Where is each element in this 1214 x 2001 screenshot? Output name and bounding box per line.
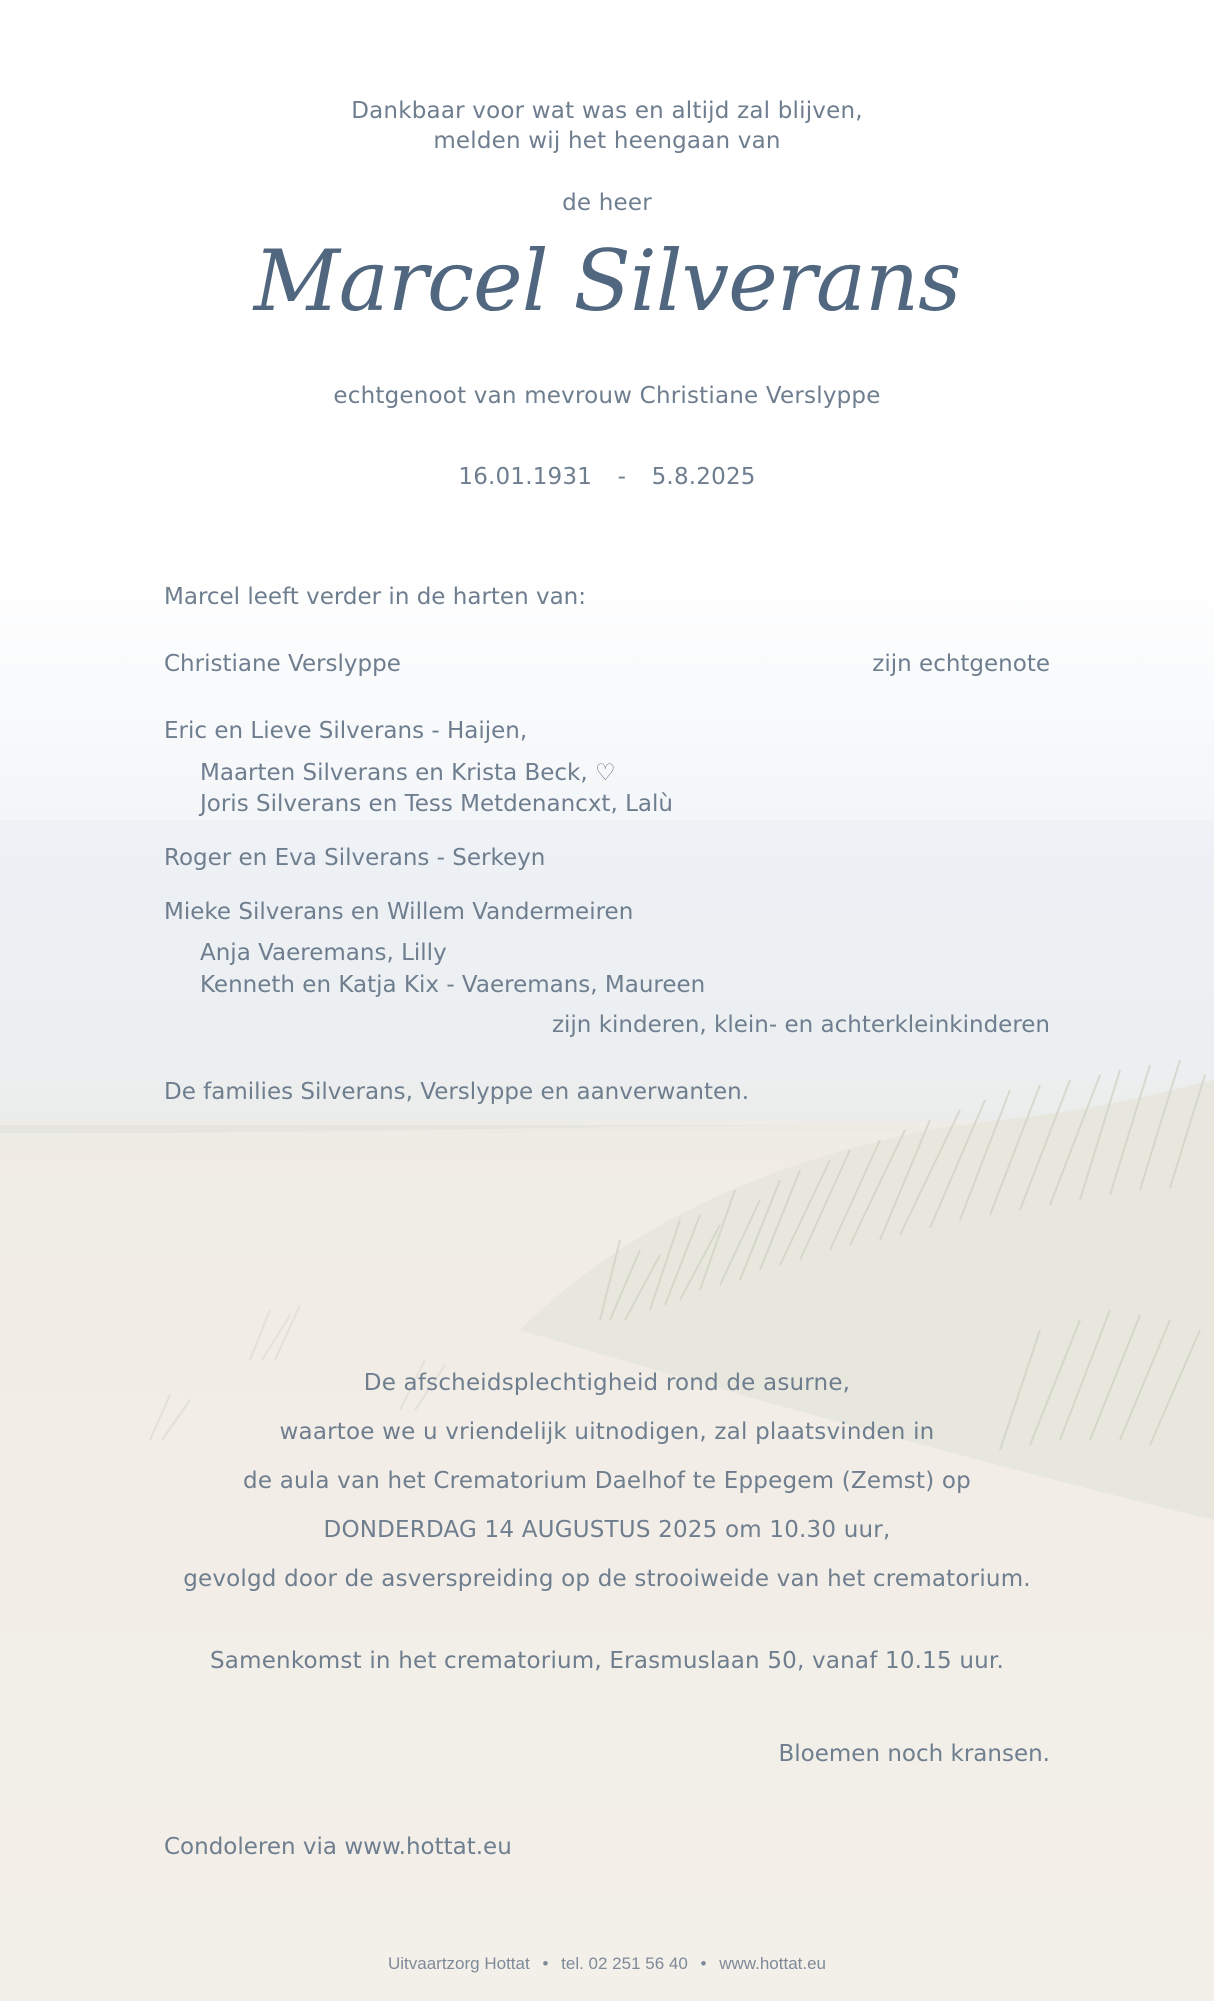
date-separator: -	[617, 464, 627, 490]
extended-families: De families Silverans, Verslyppe en aanverwanten.	[164, 1079, 750, 1105]
footer	[0, 1954, 1214, 1974]
child-3: Mieke Silverans en Willem Vandermeiren	[164, 899, 634, 925]
intro-line-2: melden wij het heengaan van	[433, 128, 781, 154]
child-1: Eric en Lieve Silverans - Haijen,	[164, 718, 528, 744]
grandchild-1: Maarten Silverans en Krista Beck, ♡	[200, 760, 616, 786]
ceremony-line-5: gevolgd door de asverspreiding op de strooiweide van het crematorium.	[183, 1566, 1031, 1592]
death-date: 5.8.2025	[651, 464, 756, 490]
ceremony-line-1: De afscheidsplechtigheid rond de asurne,	[363, 1370, 851, 1396]
footer-website[interactable]: www.hottat.eu	[719, 1954, 827, 1973]
grandchild-4: Kenneth en Katja Kix - Vaeremans, Maureen	[200, 972, 706, 998]
spouse-line: echtgenoot van mevrouw Christiane Verslyppe	[333, 383, 881, 409]
grandchild-3: Anja Vaeremans, Lilly	[200, 940, 447, 966]
spouse-name: Christiane Verslyppe	[164, 651, 401, 677]
footer-phone[interactable]: tel. 02 251 56 40	[561, 1954, 688, 1973]
grandchild-2: Joris Silverans en Tess Metdenancxt, Lalù	[200, 791, 673, 817]
life-dates	[0, 464, 1214, 490]
honorific: de heer	[562, 190, 652, 216]
birth-date: 16.01.1931	[458, 464, 593, 490]
funeral-home-name: Uitvaartzorg Hottat	[387, 1954, 530, 1973]
footer-bullet-1: •	[542, 1954, 549, 1973]
intro-line-1: Dankbaar voor wat was en altijd zal blijven,	[351, 98, 863, 124]
ceremony-line-4: DONDERDAG 14 AUGUSTUS 2025 om 10.30 uur,	[323, 1517, 891, 1543]
condolences-link[interactable]: Condoleren via www.hottat.eu	[164, 1834, 512, 1860]
family-heading: Marcel leeft verder in de harten van:	[164, 584, 586, 610]
spouse-role: zijn echtgenote	[872, 651, 1050, 677]
ceremony-line-2: waartoe we u vriendelijk uitnodigen, zal plaatsvinden in	[279, 1419, 935, 1445]
flowers-note: Bloemen noch kransen.	[778, 1741, 1050, 1767]
child-2: Roger en Eva Silverans - Serkeyn	[164, 845, 546, 871]
deceased-name: Marcel Silverans	[253, 232, 961, 330]
footer-bullet-2: •	[700, 1954, 707, 1973]
ceremony-line-3: de aula van het Crematorium Daelhof te Eppegem (Zemst) op	[243, 1468, 971, 1494]
gathering-info: Samenkomst in het crematorium, Erasmuslaan 50, vanaf 10.15 uur.	[210, 1648, 1004, 1674]
children-role: zijn kinderen, klein- en achterkleinkinderen	[551, 1012, 1050, 1038]
